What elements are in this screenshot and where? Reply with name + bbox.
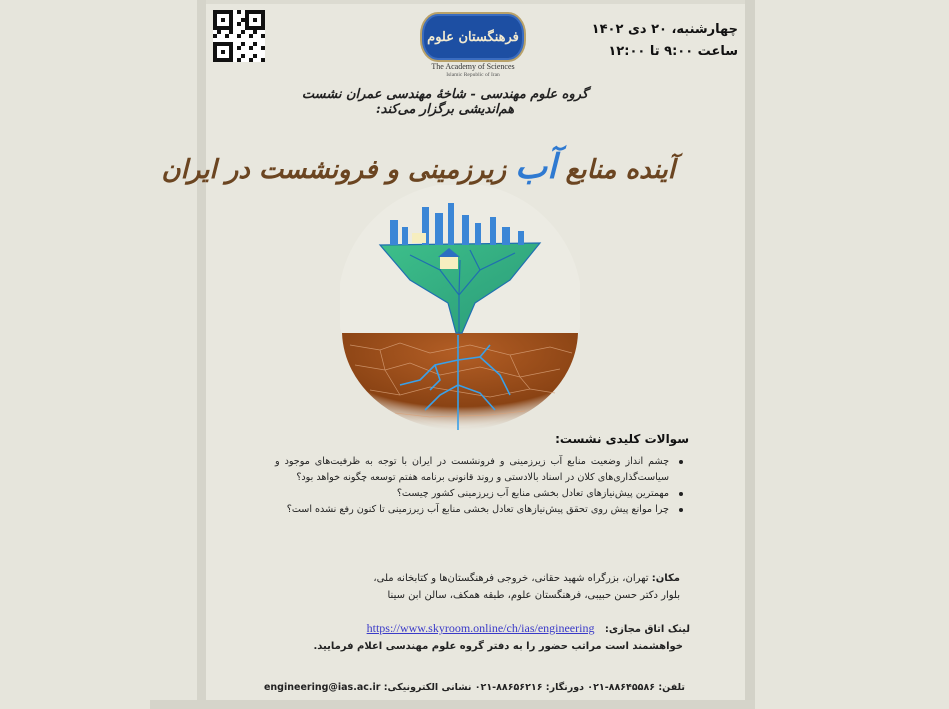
academy-name-en: [420, 62, 526, 80]
academy-name-en-subtitle: Islamic Republic of Iran: [446, 72, 500, 78]
question-item: چشم انداز وضعیت منابع آب زیرزمینی و فرونشست در ایران با توجه به ظرفیت‌های موجود و سیاست‌گذاری‌های کلان در اسناد بالادستی و روند قانونی برنامه هفتم توسعه چگونه خواهد بود؟: [275, 454, 685, 486]
academy-logo: [420, 12, 526, 62]
event-time: ساعت ۹:۰۰ تا ۱۲:۰۰: [608, 44, 738, 59]
poster-frame-right: [745, 0, 755, 709]
event-title: [161, 147, 675, 187]
event-datetime: [558, 19, 738, 63]
venue-address-line2: بلوار دکتر حسن حبیبی، فرهنگستان علوم، طبقه همکف، سالن ابن سینا: [387, 590, 680, 601]
poster-frame-left: [197, 0, 206, 700]
illustration-tree-roots-icon: [340, 185, 580, 430]
venue-address-line1: تهران، بزرگراه شهید حقانی، خروجی فرهنگستان‌ها و کتابخانه ملی،: [373, 573, 652, 584]
contact-info: تلفن: ۸۸۶۴۵۵۸۶-۰۲۱ دورنگار: ۸۸۶۵۶۲۱۶-۰۲۱ نشانی الکترونیکی: engineering@ias.ac.ir: [263, 682, 685, 693]
title-part-1: آینده منابع: [556, 155, 675, 185]
question-item: مهمترین پیش‌نیازهای تعادل بخشی منابع آب زیرزمینی کشور چیست؟: [275, 486, 685, 502]
academy-name-en-title: The Academy of Sciences: [431, 62, 515, 71]
questions-heading: سوالات کلیدی نشست:: [555, 432, 689, 446]
venue-label: مکان:: [651, 573, 680, 584]
qr-code-icon: [213, 10, 265, 62]
venue-info: [310, 570, 680, 604]
academy-logo-text: فرهنگستان علوم: [427, 29, 519, 45]
organizer-line: گروه علوم مهندسی - شاخهٔ مهندسی عمران نشست هم‌اندیشی برگزار می‌کند:: [301, 87, 589, 117]
title-part-2: زیرزمینی و فرونشست در ایران: [161, 155, 516, 185]
event-date: چهارشنبه، ۲۰ دی ۱۴۰۲: [591, 22, 738, 37]
questions-list: [275, 454, 685, 518]
question-item: چرا موانع پیش روی تحقق پیش‌نیازهای تعادل بخشی منابع آب زیرزمینی تا کنون رفع نشده است؟: [275, 502, 685, 518]
virtual-room-row: [300, 621, 690, 636]
virtual-room-label: لینک اتاق مجازی:: [604, 624, 690, 635]
virtual-room-link[interactable]: https://www.skyroom.online/ch/ias/engineering: [366, 621, 595, 635]
attendance-notice: خواهشمند است مراتب حضور را به دفتر گروه علوم مهندسی اعلام فرمایید.: [313, 641, 683, 652]
title-accent-water: آب: [515, 147, 557, 187]
poster-frame-bottom: [150, 700, 755, 709]
